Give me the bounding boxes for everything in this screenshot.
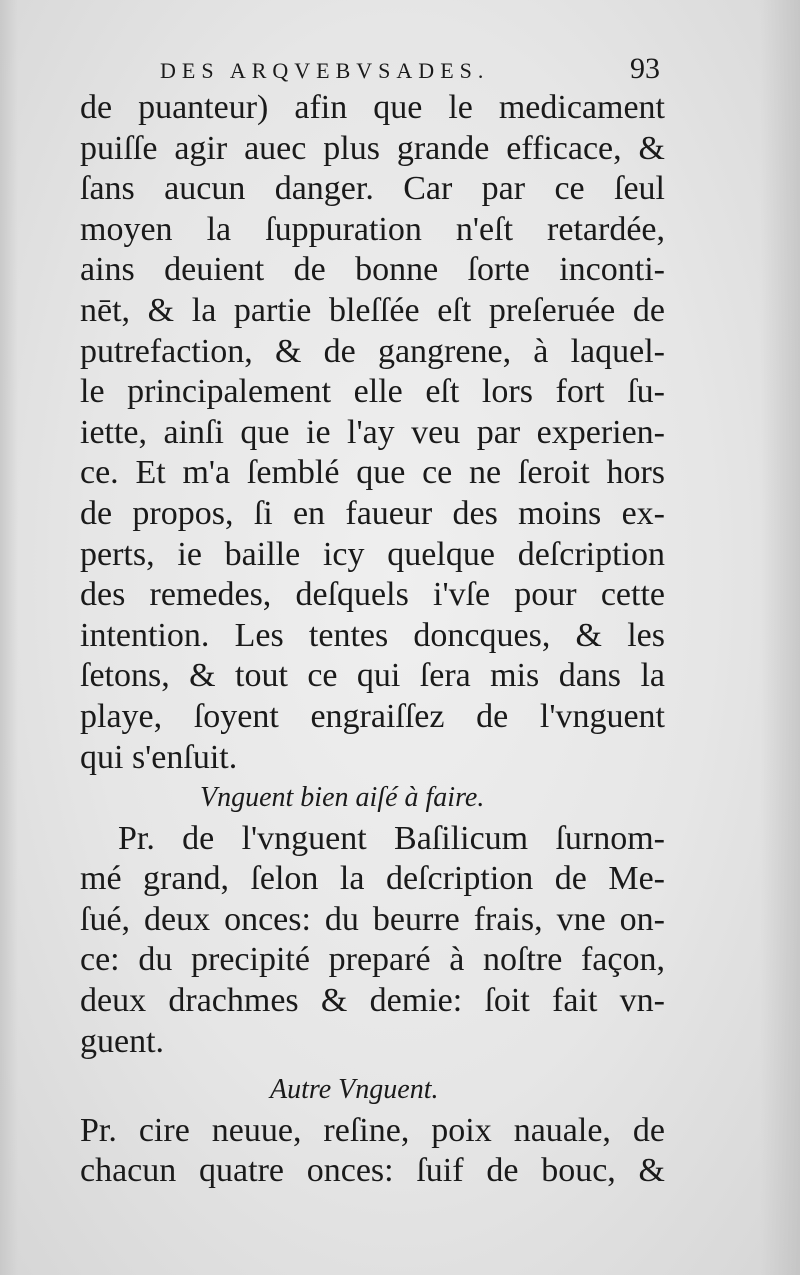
text-line: le principalement elle eſt lors fort ſu- — [80, 373, 665, 411]
text-line: de propos, ſi en faueur des moins ex- — [80, 494, 665, 532]
text-line: ſué, deux onces: du beurre frais, vne on- — [80, 900, 665, 938]
text-line: ce. Et m'a ſemblé que ce ne ſeroit hors — [80, 454, 665, 492]
text-line: iette, ainſi que ie l'ay veu par experien- — [80, 413, 665, 451]
text-line: mé grand, ſelon la deſcription de Me- — [80, 860, 665, 898]
text-line: putrefaction, & de gangrene, à laquel- — [80, 332, 665, 370]
running-title: DES ARQVEBVSADES. — [160, 58, 490, 83]
text-line: Pr. de l'vnguent Baſilicum ſurnom- — [118, 819, 665, 857]
section-heading: Autre Vnguent. — [270, 1074, 439, 1106]
body-text — [80, 88, 665, 1192]
edge-shadow — [760, 0, 800, 1275]
spacer — [80, 1062, 665, 1070]
page-header — [160, 52, 660, 92]
text-line: ce: du precipité preparé à noſtre façon, — [80, 941, 665, 979]
text-line: intention. Les tentes doncques, & les — [80, 616, 665, 654]
text-line: nēt, & la partie bleſſée eſt preſeruée de — [80, 291, 665, 329]
section-heading: Vnguent bien aiſé à faire. — [200, 782, 485, 814]
text-line: perts, ie baille icy quelque deſcription — [80, 535, 665, 573]
text-line: chacun quatre onces: ſuif de bouc, & — [80, 1152, 665, 1190]
text-line: puiſſe agir auec plus grande efficace, & — [80, 129, 665, 167]
page-number: 93 — [630, 52, 660, 85]
gutter-shadow — [0, 0, 18, 1275]
text-line: ſans aucun danger. Car par ce ſeul — [80, 170, 665, 208]
text-line: playe, ſoyent engraiſſez de l'vnguent — [80, 697, 665, 735]
text-line: ains deuient de bonne ſorte inconti- — [80, 251, 665, 289]
text-line: qui s'enſuit. — [80, 738, 238, 776]
text-line: Pr. cire neuue, reſine, poix nauale, de — [80, 1111, 665, 1149]
text-line: des remedes, deſquels i'vſe pour cette — [80, 576, 665, 614]
text-line: ſetons, & tout ce qui ſera mis dans la — [80, 657, 665, 695]
text-line: guent. — [80, 1022, 165, 1060]
text-line: deux drachmes & demie: ſoit fait vn- — [80, 982, 665, 1020]
text-line: de puanteur) afin que le medicament — [80, 89, 665, 126]
text-line: moyen la ſuppuration n'eſt retardée, — [80, 210, 665, 248]
